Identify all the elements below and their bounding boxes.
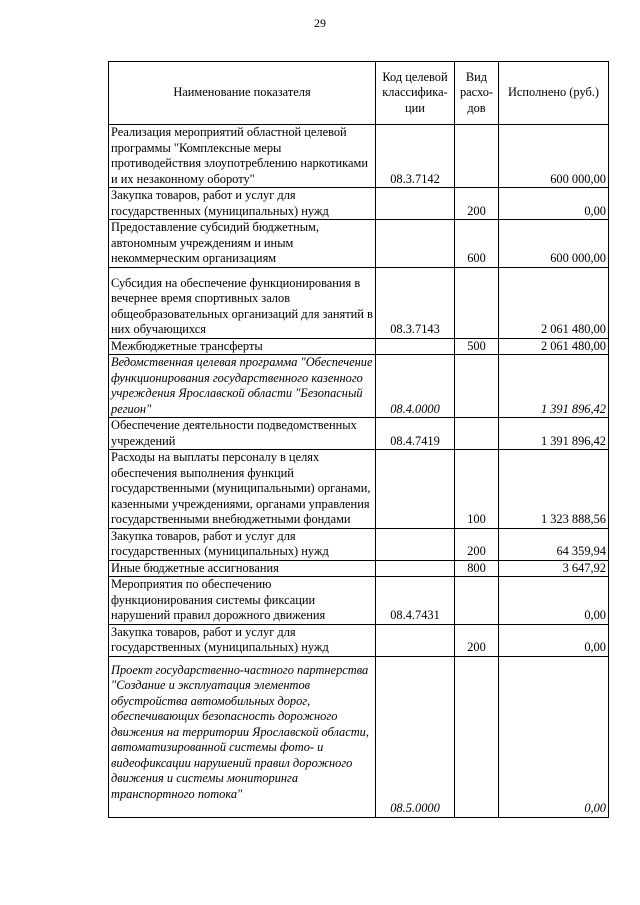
row-name: Иные бюджетные ассигнования <box>109 560 376 577</box>
row-code <box>376 624 455 656</box>
row-name: Реализация мероприятий областной целевой программы "Комплексные меры противодействия злоупотреблению наркотиками и их незаконному обороту" <box>109 125 376 188</box>
row-amount: 600 000,00 <box>499 220 609 268</box>
row-vid: 500 <box>455 338 499 355</box>
row-code: 08.4.0000 <box>376 355 455 418</box>
row-amount: 1 391 896,42 <box>499 355 609 418</box>
row-vid: 800 <box>455 560 499 577</box>
row-code: 08.5.0000 <box>376 656 455 817</box>
table-row <box>109 355 609 418</box>
row-amount: 3 647,92 <box>499 560 609 577</box>
row-name: Закупка товаров, работ и услуг для государственных (муниципальных) нужд <box>109 528 376 560</box>
header-vid: Вид расхо-дов <box>455 62 499 125</box>
row-amount: 64 359,94 <box>499 528 609 560</box>
table-row <box>109 188 609 220</box>
row-vid <box>455 267 499 338</box>
header-name: Наименование показателя <box>109 62 376 125</box>
row-code <box>376 560 455 577</box>
row-name: Межбюджетные трансферты <box>109 338 376 355</box>
row-vid: 200 <box>455 528 499 560</box>
row-code <box>376 338 455 355</box>
row-code <box>376 528 455 560</box>
row-vid <box>455 656 499 817</box>
row-name: Ведомственная целевая программа "Обеспечение функционирования государственного казенного учреждения Ярославской области "Безопасный регион" <box>109 355 376 418</box>
row-code: 08.3.7143 <box>376 267 455 338</box>
table-row <box>109 656 609 817</box>
row-code <box>376 450 455 529</box>
table-row <box>109 450 609 529</box>
row-amount: 2 061 480,00 <box>499 267 609 338</box>
table-row <box>109 125 609 188</box>
row-vid <box>455 577 499 625</box>
row-amount: 0,00 <box>499 624 609 656</box>
table-row <box>109 577 609 625</box>
row-name: Субсидия на обеспечение функционирования в вечернее время спортивных залов общеобразовательных организаций для занятий в них обучающихся <box>109 267 376 338</box>
row-vid: 200 <box>455 188 499 220</box>
row-vid: 600 <box>455 220 499 268</box>
row-code: 08.3.7142 <box>376 125 455 188</box>
table-row <box>109 267 609 338</box>
row-code: 08.4.7419 <box>376 418 455 450</box>
row-name: Закупка товаров, работ и услуг для государственных (муниципальных) нужд <box>109 624 376 656</box>
row-name: Обеспечение деятельности подведомственных учреждений <box>109 418 376 450</box>
table-row <box>109 338 609 355</box>
row-vid <box>455 355 499 418</box>
row-vid <box>455 125 499 188</box>
table-row <box>109 528 609 560</box>
header-code: Код целевой классифика-ции <box>376 62 455 125</box>
table-row <box>109 560 609 577</box>
row-vid: 100 <box>455 450 499 529</box>
row-code: 08.4.7431 <box>376 577 455 625</box>
table-header <box>109 62 609 125</box>
row-amount: 600 000,00 <box>499 125 609 188</box>
row-name: Закупка товаров, работ и услуг для государственных (муниципальных) нужд <box>109 188 376 220</box>
row-amount: 1 391 896,42 <box>499 418 609 450</box>
row-amount: 0,00 <box>499 188 609 220</box>
budget-table <box>108 61 609 818</box>
row-name: Мероприятия по обеспечению функционирования системы фиксации нарушений правил дорожного движения <box>109 577 376 625</box>
row-amount: 0,00 <box>499 656 609 817</box>
row-vid: 200 <box>455 624 499 656</box>
table-row <box>109 220 609 268</box>
row-code <box>376 220 455 268</box>
header-amount: Исполнено (руб.) <box>499 62 609 125</box>
row-code <box>376 188 455 220</box>
row-amount: 2 061 480,00 <box>499 338 609 355</box>
row-name: Предоставление субсидий бюджетным, автономным учреждениям и иным некоммерческим организациям <box>109 220 376 268</box>
row-name: Проект государственно-частного партнерства "Создание и эксплуатация элементов обустройства автомобильных дорог, обеспечивающих безопасность дорожного движения на территории Ярославской области, автоматизированной системы фото- и видеофиксации нарушений правил дорожного движения и системы мониторинга транспортного потока" <box>109 656 376 817</box>
table-row <box>109 624 609 656</box>
table-row <box>109 418 609 450</box>
row-name: Расходы на выплаты персоналу в целях обеспечения выполнения функций государственными (муниципальными) органами, казенными учреждениями, органами управления государственными внебюджетными фондами <box>109 450 376 529</box>
row-vid <box>455 418 499 450</box>
page-number: 29 <box>314 16 326 30</box>
row-amount: 0,00 <box>499 577 609 625</box>
row-amount: 1 323 888,56 <box>499 450 609 529</box>
